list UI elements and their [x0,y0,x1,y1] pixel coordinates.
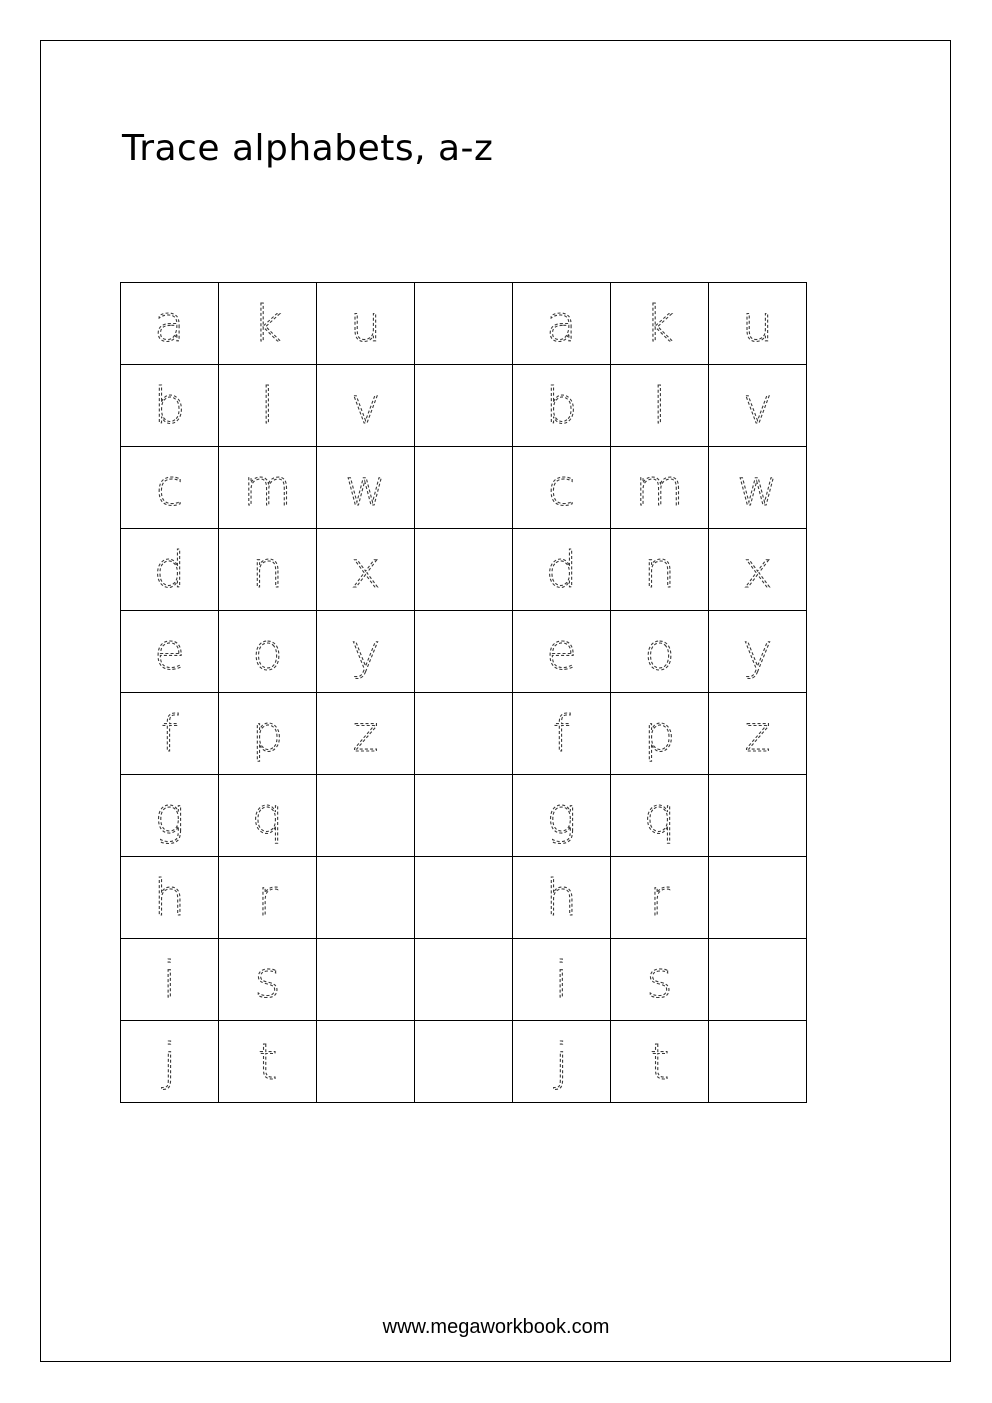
trace-cell [219,283,317,365]
dotted-letter-g [513,775,610,856]
trace-cell [219,611,317,693]
dotted-letter-f [513,693,610,774]
letter-glyph: v [742,377,773,435]
letter-glyph: a [546,295,577,353]
dotted-letter-d [121,529,218,610]
trace-cell [317,611,415,693]
trace-cell [121,365,219,447]
letter-glyph: j [162,1033,177,1091]
trace-cell [317,283,415,365]
letter-glyph: p [643,705,676,763]
dotted-letter-l [219,365,316,446]
letter-glyph: o [252,623,283,681]
trace-cell [709,529,807,611]
dotted-letter-c [121,447,218,528]
letter-glyph: m [243,459,292,517]
dotted-letter-g [121,775,218,856]
dotted-letter-z [317,693,414,774]
dotted-letter-z [709,693,806,774]
letter-glyph: c [155,459,184,517]
grid-row [121,365,807,447]
letter-glyph: m [635,459,684,517]
letter-glyph: v [350,377,381,435]
trace-cell [513,693,611,775]
letter-glyph: t [257,1033,278,1091]
trace-cell [709,365,807,447]
trace-cell [317,529,415,611]
dotted-letter-j [121,1021,218,1102]
letter-glyph: x [742,541,773,599]
dotted-letter-i [121,939,218,1020]
tracing-grid [120,282,807,1103]
letter-glyph: d [153,541,186,599]
trace-cell [219,447,317,529]
trace-cell [317,365,415,447]
letter-glyph: j [554,1033,569,1091]
trace-cell [513,1021,611,1103]
dotted-letter-k [219,283,316,364]
trace-cell [121,857,219,939]
trace-cell [611,693,709,775]
letter-glyph: n [251,541,284,599]
letter-glyph: l [652,377,667,435]
letter-glyph: f [160,705,179,763]
letter-glyph: y [742,623,773,681]
letter-glyph: a [154,295,185,353]
dotted-letter-u [709,283,806,364]
trace-cell [611,611,709,693]
dotted-letter-s [219,939,316,1020]
trace-cell [513,775,611,857]
dotted-letter-w [709,447,806,528]
dotted-letter-i [513,939,610,1020]
trace-cell [709,283,807,365]
letter-glyph: r [649,869,670,927]
dotted-letter-x [317,529,414,610]
empty-cell [415,529,513,611]
letter-glyph: s [254,951,281,1009]
dotted-letter-u [317,283,414,364]
grid-row [121,611,807,693]
letter-glyph: q [643,787,676,845]
letter-glyph: p [251,705,284,763]
letter-glyph: l [260,377,275,435]
letter-glyph: x [350,541,381,599]
trace-cell [611,939,709,1021]
dotted-letter-q [611,775,708,856]
dotted-letter-m [219,447,316,528]
dotted-letter-h [121,857,218,938]
empty-cell [415,283,513,365]
dotted-letter-t [611,1021,708,1102]
empty-cell [415,775,513,857]
trace-cell [121,693,219,775]
grid-row [121,1021,807,1103]
dotted-letter-v [709,365,806,446]
dotted-letter-r [219,857,316,938]
trace-cell [611,857,709,939]
dotted-letter-f [121,693,218,774]
letter-glyph: n [643,541,676,599]
dotted-letter-o [219,611,316,692]
trace-cell [219,775,317,857]
grid-row [121,775,807,857]
trace-cell [611,283,709,365]
grid-row [121,693,807,775]
trace-cell [219,529,317,611]
empty-cell [709,1021,807,1103]
trace-cell [611,529,709,611]
trace-cell [121,283,219,365]
empty-cell [415,447,513,529]
footer-website: www.megaworkbook.com [382,1316,610,1338]
trace-cell [611,775,709,857]
empty-cell [317,857,415,939]
trace-cell [513,447,611,529]
dotted-letter-c [513,447,610,528]
dotted-letter-x [709,529,806,610]
grid-row [121,857,807,939]
trace-cell [121,529,219,611]
dotted-letter-r [611,857,708,938]
letter-glyph: z [744,705,771,763]
dotted-letter-l [611,365,708,446]
letter-glyph: q [251,787,284,845]
letter-glyph: d [545,541,578,599]
dotted-letter-h [513,857,610,938]
worksheet-title: Trace alphabets, a-z [122,128,494,169]
grid-row [121,283,807,365]
letter-glyph: e [154,623,185,681]
trace-cell [513,365,611,447]
trace-cell [219,1021,317,1103]
dotted-letter-e [121,611,218,692]
dotted-letter-a [121,283,218,364]
trace-cell [219,365,317,447]
letter-glyph: w [345,459,386,517]
letter-glyph: i [554,951,569,1009]
trace-cell [219,693,317,775]
grid-row [121,529,807,611]
letter-glyph: o [644,623,675,681]
trace-cell [611,1021,709,1103]
grid-row [121,447,807,529]
letter-glyph: z [352,705,379,763]
empty-cell [709,775,807,857]
letter-glyph: u [741,295,774,353]
letter-glyph: c [547,459,576,517]
letter-glyph: r [257,869,278,927]
empty-cell [415,611,513,693]
letter-glyph: t [649,1033,670,1091]
trace-cell [121,447,219,529]
empty-cell [709,939,807,1021]
letter-glyph: k [645,295,674,353]
trace-cell [611,365,709,447]
dotted-letter-d [513,529,610,610]
letter-glyph: u [349,295,382,353]
dotted-letter-y [709,611,806,692]
trace-cell [121,775,219,857]
dotted-letter-k [611,283,708,364]
dotted-letter-a [513,283,610,364]
dotted-letter-v [317,365,414,446]
dotted-letter-j [513,1021,610,1102]
dotted-letter-t [219,1021,316,1102]
letter-glyph: b [153,377,186,435]
dotted-letter-n [219,529,316,610]
empty-cell [317,939,415,1021]
trace-cell [513,939,611,1021]
empty-cell [415,693,513,775]
trace-cell [709,611,807,693]
trace-cell [219,939,317,1021]
letter-glyph: g [154,787,185,845]
letter-glyph: k [253,295,282,353]
trace-cell [513,857,611,939]
empty-cell [415,857,513,939]
letter-glyph: b [545,377,578,435]
dotted-letter-p [219,693,316,774]
trace-cell [219,857,317,939]
trace-cell [317,447,415,529]
trace-cell [513,529,611,611]
dotted-letter-w [317,447,414,528]
dotted-letter-q [219,775,316,856]
dotted-letter-b [513,365,610,446]
trace-cell [121,1021,219,1103]
letter-glyph: h [153,869,186,927]
dotted-letter-y [317,611,414,692]
letter-glyph: f [552,705,571,763]
letter-glyph: h [545,869,578,927]
trace-cell [513,611,611,693]
dotted-letter-m [611,447,708,528]
trace-cell [121,611,219,693]
trace-cell [121,939,219,1021]
dotted-letter-p [611,693,708,774]
dotted-letter-e [513,611,610,692]
letter-glyph: g [546,787,577,845]
empty-cell [415,939,513,1021]
trace-cell [317,693,415,775]
empty-cell [317,1021,415,1103]
letter-glyph: w [737,459,778,517]
trace-cell [611,447,709,529]
trace-cell [709,693,807,775]
dotted-letter-b [121,365,218,446]
trace-cell [709,447,807,529]
empty-cell [317,775,415,857]
letter-glyph: s [646,951,673,1009]
letter-glyph: i [162,951,177,1009]
trace-cell [513,283,611,365]
empty-cell [709,857,807,939]
letter-glyph: e [546,623,577,681]
grid-row [121,939,807,1021]
letter-glyph: y [350,623,381,681]
dotted-letter-n [611,529,708,610]
dotted-letter-s [611,939,708,1020]
empty-cell [415,365,513,447]
dotted-letter-o [611,611,708,692]
empty-cell [415,1021,513,1103]
